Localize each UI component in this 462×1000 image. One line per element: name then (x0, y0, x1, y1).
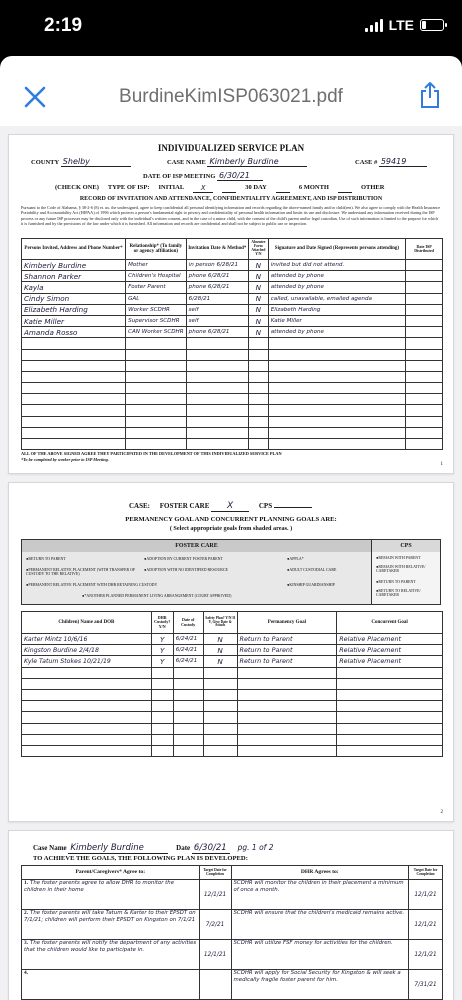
invitation-date: in person 6/28/21 (186, 260, 248, 271)
parent-agreement (22, 940, 200, 970)
date-distributed (406, 315, 443, 326)
parent-target-date: 12/1/21 (199, 880, 231, 910)
share-button[interactable] (418, 80, 442, 110)
permanency-goal: Return to Parent (237, 634, 337, 645)
custody-date: 6/24/21 (173, 645, 203, 656)
invitation-date (186, 416, 248, 427)
absentee-form (248, 439, 268, 450)
invitee-relationship: Supervisor SCDHR (126, 315, 187, 326)
plan-table (21, 865, 443, 1000)
table-row (22, 880, 443, 910)
table-row (22, 678, 443, 689)
safety-plan (203, 667, 237, 678)
invitee-name: Amanda Rosso (22, 327, 126, 338)
absentee-form (248, 394, 268, 405)
absentee-form (248, 427, 268, 438)
date-distributed (406, 349, 443, 360)
dhr-custody: Y (151, 634, 173, 645)
parent-agreement-text: The foster parents agree to allow DHR to monitor the children in their home (24, 880, 175, 893)
permanency-goal: Return to Parent (237, 645, 337, 656)
goal-option: ● RETURN TO RELATIVE/ CARETAKER (376, 588, 442, 597)
case-name-row: CASE NAME Kimberly Burdine (167, 157, 307, 167)
invitee-relationship (126, 427, 187, 438)
status-bar (0, 0, 462, 56)
item-number: 1. (24, 880, 29, 886)
table-row (22, 293, 443, 304)
table-row (22, 360, 443, 371)
invitation-date (186, 427, 248, 438)
invitation-date (186, 405, 248, 416)
plan-heading: TO ACHIEVE THE GOALS, THE FOLLOWING PLAN IS DEVELOPED: (33, 855, 248, 862)
invitee-relationship: GAL (126, 293, 187, 304)
dhr-agreement: SCDHR will utilize FSF money for activities for the children. (231, 940, 408, 970)
date-distributed (406, 427, 443, 438)
battery-icon (420, 19, 444, 31)
permanency-goal: Return to Parent (237, 656, 337, 667)
status-time: 2:19 (44, 15, 83, 36)
dhr-custody (151, 734, 173, 745)
parent-target-date: 7/2/21 (199, 910, 231, 940)
safety-plan: N (203, 634, 237, 645)
safety-plan: N (203, 645, 237, 656)
table-row (22, 645, 443, 656)
table-row (22, 315, 443, 326)
col-child: Children) Name and DOB (22, 612, 152, 634)
table-row (22, 745, 443, 756)
invitee-name (22, 349, 126, 360)
date-distributed (406, 383, 443, 394)
signature: called, unavailable, emailed agenda (268, 293, 405, 304)
child-name-dob (22, 689, 152, 700)
date-distributed (406, 371, 443, 382)
share-icon (418, 80, 442, 110)
signature (268, 439, 405, 450)
custody-date (173, 734, 203, 745)
date-distributed (406, 304, 443, 315)
col-parent-target: Target Date for Completion (199, 866, 231, 880)
date-distributed (406, 439, 443, 450)
custody-date (173, 701, 203, 712)
safety-plan (203, 734, 237, 745)
case-name-row: Case Name Kimberly Burdine Date 6/30/21 pg. 1 of 2 (33, 843, 274, 853)
dhr-custody (151, 712, 173, 723)
custody-date: 6/24/21 (173, 656, 203, 667)
custody-date (173, 712, 203, 723)
signature (268, 349, 405, 360)
invitee-name: Shannon Parker (22, 271, 126, 282)
concurrent-goal (337, 712, 443, 723)
sheet-edge (0, 56, 462, 70)
pdf-page-2 (8, 482, 454, 822)
table-row (22, 371, 443, 382)
goal-option: ● ADULT CUSTODIAL CARE (287, 567, 336, 572)
table-row (22, 416, 443, 427)
signal-icon (365, 18, 383, 32)
signature (268, 427, 405, 438)
col-absentee: Absentee Form Attached Y/N (248, 239, 268, 260)
absentee-form: N (248, 315, 268, 326)
nav-bar (0, 70, 462, 126)
invitee-relationship (126, 360, 187, 371)
table-row (22, 656, 443, 667)
invitee-name (22, 383, 126, 394)
parent-agreement (22, 910, 200, 940)
concurrent-goal (337, 689, 443, 700)
table-row (22, 327, 443, 338)
invitee-relationship: Mother (126, 260, 187, 271)
invitee-relationship (126, 394, 187, 405)
permanency-goal (237, 689, 337, 700)
signature (268, 405, 405, 416)
table-row (22, 304, 443, 315)
goal-option: ● KINSHIP GUARDIANSHIP (287, 582, 335, 587)
date-distributed (406, 260, 443, 271)
dhr-custody (151, 678, 173, 689)
goal-option: ● PERMANENT RELATIVE PLACEMENT (WITH TRANSFER OF CUSTODY TO THE RELATIVE) (26, 567, 142, 576)
date-distributed (406, 282, 443, 293)
invitation-date: 6/28/21 (186, 293, 248, 304)
page-number: 1 (440, 462, 443, 467)
dhr-target-date: 12/1/21 (409, 940, 443, 970)
concurrent-goal (337, 734, 443, 745)
dhr-custody (151, 745, 173, 756)
goal-option: ● REMAIN WITH PARENT (376, 555, 421, 560)
signature: attended by phone (268, 327, 405, 338)
table-row (22, 701, 443, 712)
permanency-goal (237, 667, 337, 678)
goal-option: ● REMAIN WITH RELATIVE/ CARETAKER (376, 564, 442, 573)
col-permanency-goal: Permanency Goal (237, 612, 337, 634)
absentee-form: N (248, 282, 268, 293)
date-distributed (406, 405, 443, 416)
table-row (22, 405, 443, 416)
safety-plan (203, 678, 237, 689)
parent-target-date (199, 970, 231, 1000)
invitee-relationship (126, 416, 187, 427)
col-safety-plan: Safety Plan? Y/N If Y, Give Date & Attach (203, 612, 237, 634)
safety-plan (203, 701, 237, 712)
signature (268, 394, 405, 405)
col-persons-invited: Persons Invited, Address and Phone Number* (22, 239, 126, 260)
invitee-relationship (126, 338, 187, 349)
table-row (22, 667, 443, 678)
invitee-name (22, 439, 126, 450)
table-row (22, 349, 443, 360)
custody-date: 6/24/21 (173, 634, 203, 645)
table-row (22, 260, 443, 271)
dhr-target-date: 7/31/21 (409, 970, 443, 1000)
child-name-dob: Kyle Tatum Stokes 10/21/19 (22, 656, 152, 667)
table-row (22, 634, 443, 645)
permanency-goal (237, 678, 337, 689)
document-title: BurdineKimISP063021.pdf (119, 86, 343, 107)
attendance-table (21, 238, 443, 450)
date-distributed (406, 416, 443, 427)
signature: Elizabeth Harding (268, 304, 405, 315)
pdf-page-1 (8, 134, 454, 474)
county-row: COUNTY Shelby (31, 157, 131, 167)
table-row (22, 439, 443, 450)
signature: attended by phone (268, 282, 405, 293)
child-name-dob (22, 712, 152, 723)
foster-care-header: FOSTER CARE (22, 540, 372, 552)
invitee-relationship (126, 371, 187, 382)
table-row (22, 394, 443, 405)
goal-option: ● RETURN TO PARENT (376, 579, 416, 584)
dhr-custody (151, 667, 173, 678)
dhr-target-date: 12/1/21 (409, 880, 443, 910)
date-distributed (406, 293, 443, 304)
col-dhr-custody: DHR Custody? Y/N (151, 612, 173, 634)
table-row (22, 689, 443, 700)
dhr-custody (151, 701, 173, 712)
dhr-agreement: SCDHR will monitor the children in their placement a minimum of once a month. (231, 880, 408, 910)
table-row (22, 734, 443, 745)
concurrent-goal (337, 745, 443, 756)
invitee-name (22, 405, 126, 416)
table-row (22, 427, 443, 438)
invitee-relationship (126, 383, 187, 394)
permanency-goal (237, 745, 337, 756)
invitation-date (186, 394, 248, 405)
safety-plan: N (203, 656, 237, 667)
absentee-form (248, 360, 268, 371)
invitee-relationship (126, 405, 187, 416)
col-concurrent-goal: Concurrent Goal (337, 612, 443, 634)
col-distributed: Date ISP Distributed (406, 239, 443, 260)
absentee-form (248, 383, 268, 394)
safety-plan (203, 712, 237, 723)
network-label: LTE (388, 17, 414, 33)
case-type-row: CASE: FOSTER CARE X CPS (129, 501, 312, 512)
goal-option: ● PERMANENT RELATIVE PLACEMENT WITH DHR RETAINING CUSTODY (26, 582, 157, 587)
isp-type-row: (CHECK ONE) TYPE OF ISP: INITIAL X 30 DAY 6 MONTH OTHER (55, 184, 385, 192)
invitation-date (186, 349, 248, 360)
invitation-date: self (186, 304, 248, 315)
goal-option: ● ADOPTION WITH NO IDENTIFIED RESOURCE (144, 567, 228, 572)
absentee-form: N (248, 327, 268, 338)
col-relationship: Relationship* (To family or agency affiliation) (126, 239, 187, 260)
safety-plan (203, 723, 237, 734)
page-number: 2 (440, 810, 443, 815)
cps-header: CPS (372, 540, 440, 552)
date-distributed (406, 360, 443, 371)
invitee-name: Cindy Simon (22, 293, 126, 304)
invitee-name: Elizabeth Harding (22, 304, 126, 315)
parent-agreement (22, 970, 200, 1000)
absentee-form (248, 338, 268, 349)
permanency-goal (237, 723, 337, 734)
invitation-date (186, 338, 248, 349)
table-row (22, 712, 443, 723)
cps-options (372, 552, 440, 604)
pdf-viewer[interactable] (0, 126, 462, 1000)
footnote-worker: *To be completed by worker prior to ISP Meeting. (21, 457, 109, 462)
invitee-relationship (126, 439, 187, 450)
invitation-date (186, 360, 248, 371)
signature (268, 371, 405, 382)
invitation-date: phone 6/28/21 (186, 282, 248, 293)
dhr-custody: Y (151, 656, 173, 667)
table-row (22, 940, 443, 970)
permanency-goal (237, 734, 337, 745)
item-number: 4. (24, 970, 29, 976)
invitee-relationship: Children's Hospital (126, 271, 187, 282)
safety-plan (203, 745, 237, 756)
dhr-target-date: 12/1/21 (409, 910, 443, 940)
goals-subtitle: ( Select appropriate goals from shaded areas. ) (169, 525, 293, 532)
parent-target-date: 12/1/21 (199, 940, 231, 970)
absentee-form: N (248, 304, 268, 315)
child-name-dob (22, 701, 152, 712)
absentee-form: N (248, 260, 268, 271)
signature: Katie Miller (268, 315, 405, 326)
col-custody-date: Date of Custody (173, 612, 203, 634)
goal-option: ● RETURN TO PARENT (26, 556, 66, 561)
absentee-form (248, 405, 268, 416)
goal-option: ● APPLA* (287, 556, 304, 561)
footnote-agreement: ALL OF THE ABOVE SIGNED AGREE THEY PARTICIPATED IN THE DEVELOPMENT OF THIS INDIVIDUALIZED SERVICE PLAN (21, 451, 282, 456)
date-distributed (406, 338, 443, 349)
invitee-name (22, 338, 126, 349)
table-row (22, 723, 443, 734)
parent-agreement-text: The foster parents will notify the department of any activities that the children would like to participate in. (24, 940, 197, 953)
invitee-name: Katie Miller (22, 315, 126, 326)
col-dhr-target: Target Date for Completion (409, 866, 443, 880)
pdf-page-3 (8, 830, 454, 1000)
page-title: INDIVIDUALIZED SERVICE PLAN (157, 143, 305, 153)
col-parent-agrees: Parent/Caregivers* Agree to: (22, 866, 200, 880)
table-row (22, 970, 443, 1000)
invitation-date (186, 371, 248, 382)
custody-date (173, 723, 203, 734)
concurrent-goal: Relative Placement (337, 645, 443, 656)
concurrent-goal: Relative Placement (337, 656, 443, 667)
signature (268, 416, 405, 427)
invitation-date: self (186, 315, 248, 326)
concurrent-goal (337, 723, 443, 734)
goal-option: ● ADOPTION BY CURRENT FOSTER PARENT (144, 556, 223, 561)
invitee-name (22, 360, 126, 371)
date-distributed (406, 394, 443, 405)
invitation-date: phone 6/28/21 (186, 271, 248, 282)
status-indicators (365, 17, 444, 33)
isp-date-row: DATE OF ISP MEETING 6/30/21 (143, 171, 263, 181)
signature: attended by phone (268, 271, 405, 282)
absentee-form: N (248, 271, 268, 282)
table-row (22, 282, 443, 293)
invitee-relationship: CAN Worker SCDHR (126, 327, 187, 338)
parent-agreement-text: The foster parents will take Tatum & Karter to their EPSDT on 7/1/21; children will perform their EPSDT on Kingston on 7/1/21 (24, 910, 196, 923)
signature (268, 383, 405, 394)
goal-option: ● *ANOTHER PLANNED PERMANENT LIVING ARRANGEMENT (COURT APPROVED) (82, 593, 231, 598)
custody-date (173, 689, 203, 700)
custody-date (173, 667, 203, 678)
signature (268, 360, 405, 371)
invitee-name: Kimberly Burdine (22, 260, 126, 271)
dhr-custody (151, 723, 173, 734)
dhr-agreement: SCDHR will apply for Social Security for Kingston & will seek a medically fragile foster parent for him. (231, 970, 408, 1000)
dhr-custody: Y (151, 645, 173, 656)
concurrent-goal: Relative Placement (337, 634, 443, 645)
custody-date (173, 678, 203, 689)
invitation-date (186, 383, 248, 394)
concurrent-goal (337, 667, 443, 678)
record-title: RECORD OF INVITATION AND ATTENDANCE, CONFIDENTIALITY AGREEMENT, AND ISP DISTRIBUTION (79, 196, 383, 202)
concurrent-goal (337, 678, 443, 689)
child-name-dob (22, 734, 152, 745)
invitation-date (186, 439, 248, 450)
safety-plan (203, 689, 237, 700)
invitee-name (22, 394, 126, 405)
children-table (21, 611, 443, 757)
col-invitation: Invitation Date & Method* (186, 239, 248, 260)
absentee-form: N (248, 293, 268, 304)
child-name-dob (22, 723, 152, 734)
signature (268, 338, 405, 349)
invitee-relationship: Worker SCDHR (126, 304, 187, 315)
table-row (22, 271, 443, 282)
concurrent-goal (337, 701, 443, 712)
table-row (22, 383, 443, 394)
permanency-goal (237, 712, 337, 723)
case-number-row: CASE # 59419 (355, 157, 427, 167)
invitee-relationship (126, 349, 187, 360)
invitee-name (22, 371, 126, 382)
col-dhr-agrees: DHR Agrees to: (231, 866, 408, 880)
invitee-name (22, 427, 126, 438)
table-row (22, 338, 443, 349)
goal-options-grid (21, 539, 441, 605)
item-number: 3. (24, 940, 29, 946)
invitee-name: Kayla (22, 282, 126, 293)
permanency-goal (237, 701, 337, 712)
child-name-dob: Karter Mintz 10/6/16 (22, 634, 152, 645)
child-name-dob (22, 667, 152, 678)
absentee-form (248, 371, 268, 382)
invitation-date: phone 6/28/21 (186, 327, 248, 338)
dhr-custody (151, 689, 173, 700)
date-distributed (406, 327, 443, 338)
invitee-name (22, 416, 126, 427)
invitee-relationship: Foster Parent (126, 282, 187, 293)
absentee-form (248, 416, 268, 427)
absentee-form (248, 349, 268, 360)
parent-agreement (22, 880, 200, 910)
col-signature: Signature and Date Signed (Represents persons attending) (268, 239, 405, 260)
custody-date (173, 745, 203, 756)
child-name-dob (22, 678, 152, 689)
child-name-dob: Kingston Burdine 2/4/18 (22, 645, 152, 656)
foster-care-options (22, 552, 372, 604)
date-distributed (406, 271, 443, 282)
table-row (22, 910, 443, 940)
item-number: 2. (24, 910, 29, 916)
confidentiality-text: Pursuant to the Code of Alabama, § 38-2-6 (8) et. ux. the undersigned, agree to keep confidential all personal identifying information and records regarding the above-named family and/or child(ren). We also agree to comply with the Health Insurance Portability and Accountability Act (HIPAA) of 1996 which protects a person's fundamental right to privacy and confidentiality of personal health information and limits its use and disclosure. We understand any information received during the ISP process or any future ISP processes may be disclosed only with the individual's written consent, and in the case of a minor child, with the consent of the child's parent and/or legal custodian. Use of such information is limited to the purpose for which it is furnished and by the provisions of the law under which it is furnished. All information and records are confidential and shall not be subject to public use or inspection. (21, 205, 441, 227)
goals-title: PERMANENCY GOAL AND CONCURRENT PLANNING GOALS ARE: (125, 516, 337, 523)
signature: invited but did not attend. (268, 260, 405, 271)
child-name-dob (22, 745, 152, 756)
dhr-agreement: SCDHR will ensure that the children's medicaid remains active. (231, 910, 408, 940)
